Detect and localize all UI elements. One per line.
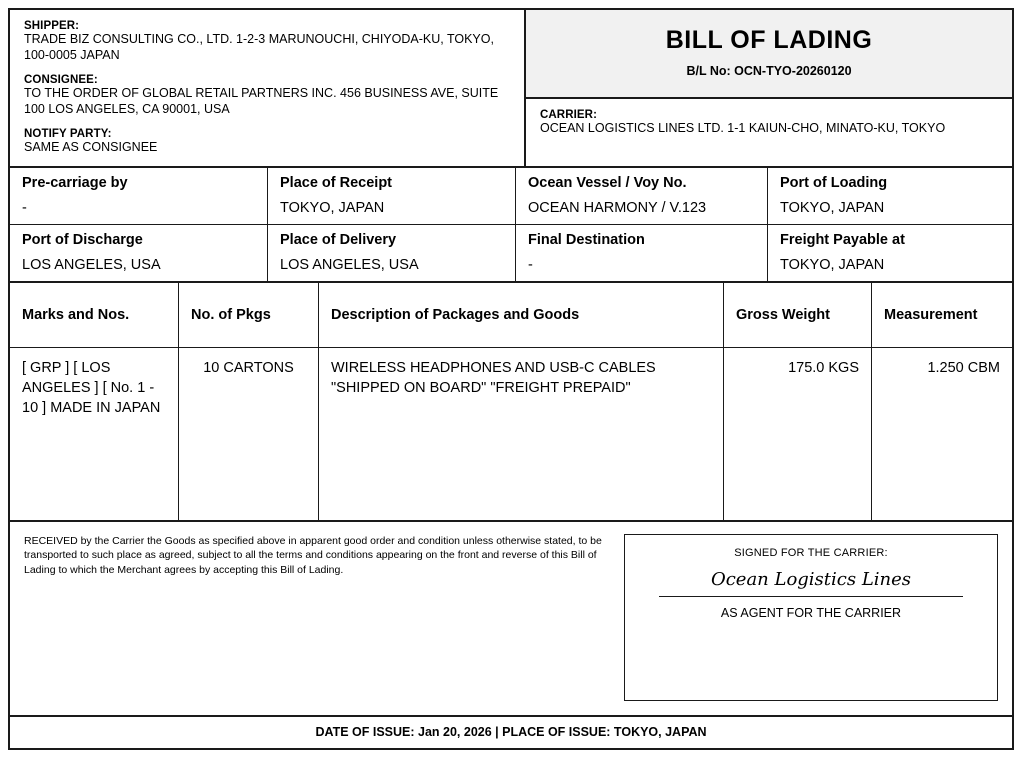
place-of-delivery-label: Place of Delivery bbox=[280, 231, 397, 248]
ocean-vessel-cell bbox=[516, 168, 768, 224]
header-section bbox=[10, 10, 1012, 168]
cell-gross-weight: 175.0 KGS bbox=[724, 348, 872, 520]
title-and-carrier-block bbox=[526, 10, 1012, 166]
notify-party-block bbox=[24, 128, 510, 156]
document-title: BILL OF LADING bbox=[665, 26, 873, 54]
routing-section bbox=[10, 168, 1012, 283]
port-of-loading-label: Port of Loading bbox=[780, 174, 888, 191]
signature-top-label: SIGNED FOR THE CARRIER: bbox=[734, 546, 888, 559]
cell-marks: [ GRP ] [ LOS ANGELES ] [ No. 1 - 10 ] MADE IN JAPAN bbox=[10, 348, 179, 520]
bl-number-value: OCN-TYO-20260120 bbox=[734, 64, 852, 78]
pre-carriage-label: Pre-carriage by bbox=[22, 174, 128, 191]
freight-payable-at-label: Freight Payable at bbox=[780, 231, 905, 248]
shipper-block bbox=[24, 20, 510, 63]
pre-carriage-cell bbox=[10, 168, 268, 224]
terms-and-signature-section bbox=[10, 522, 1012, 718]
port-of-discharge-label: Port of Discharge bbox=[22, 231, 143, 248]
final-destination-value: - bbox=[528, 256, 533, 273]
column-header-marks: Marks and Nos. bbox=[10, 283, 179, 347]
ocean-vessel-label: Ocean Vessel / Voy No. bbox=[528, 174, 687, 191]
final-destination-cell bbox=[516, 225, 768, 281]
signature-bottom-label: AS AGENT FOR THE CARRIER bbox=[720, 605, 902, 620]
issue-footer: DATE OF ISSUE: Jan 20, 2026 | PLACE OF ISSUE: TOKYO, JAPAN bbox=[315, 725, 707, 739]
bl-number-label: B/L No: bbox=[686, 64, 731, 78]
carrier-label: CARRIER: bbox=[540, 109, 598, 121]
notify-party-address: SAME AS CONSIGNEE bbox=[24, 140, 158, 154]
column-header-measurement: Measurement bbox=[884, 306, 978, 323]
port-of-discharge-value: LOS ANGELES, USA bbox=[22, 256, 161, 273]
cell-description: WIRELESS HEADPHONES AND USB-C CABLES "SHIPPED ON BOARD" "FREIGHT PREPAID" bbox=[319, 348, 724, 520]
signature-mark: Ocean Logistics Lines bbox=[659, 569, 963, 597]
final-destination-label: Final Destination bbox=[528, 231, 645, 248]
freight-payable-at-cell bbox=[768, 225, 1012, 281]
title-box bbox=[526, 10, 1012, 99]
carrier-address: OCEAN LOGISTICS LINES LTD. 1-1 KAIUN-CHO, MINATO-KU, TOKYO bbox=[540, 121, 946, 135]
routing-row-1 bbox=[10, 168, 1012, 224]
bill-of-lading-document bbox=[8, 8, 1014, 750]
port-of-discharge-cell bbox=[10, 225, 268, 281]
port-of-loading-cell bbox=[768, 168, 1012, 224]
notify-party-label: NOTIFY PARTY: bbox=[24, 128, 112, 140]
terms-text: RECEIVED by the Carrier the Goods as specified above in apparent good order and condition unless otherwise stated, to be transported to such place as agreed, subject to all the terms and conditions appearing on the front and reverse of this Bill of Lading to which the Merchant agrees by accepting this Bill of Lading. bbox=[24, 534, 602, 576]
pre-carriage-value: - bbox=[22, 199, 27, 216]
carrier-block bbox=[526, 99, 1012, 166]
consignee-label: CONSIGNEE: bbox=[24, 74, 98, 86]
column-header-description: Description of Packages and Goods bbox=[319, 283, 724, 347]
cargo-table-header bbox=[10, 283, 1012, 348]
place-of-receipt-label: Place of Receipt bbox=[280, 174, 393, 191]
bl-number bbox=[536, 64, 1002, 78]
place-of-delivery-cell bbox=[268, 225, 516, 281]
table-row bbox=[10, 348, 1012, 520]
parties-block bbox=[10, 10, 526, 166]
consignee-block bbox=[24, 74, 510, 117]
routing-row-2 bbox=[10, 224, 1012, 281]
ocean-vessel-value: OCEAN HARMONY / V.123 bbox=[528, 199, 707, 216]
column-header-gross-weight: Gross Weight bbox=[724, 283, 872, 347]
consignee-address: TO THE ORDER OF GLOBAL RETAIL PARTNERS INC. 456 BUSINESS AVE, SUITE 100 LOS ANGELES, CA 90001, USA bbox=[24, 86, 499, 116]
shipper-address: TRADE BIZ CONSULTING CO., LTD. 1-2-3 MARUNOUCHI, CHIYODA-KU, TOKYO, 100-0005 JAPAN bbox=[24, 32, 494, 62]
cargo-table bbox=[10, 283, 1012, 522]
port-of-loading-value: TOKYO, JAPAN bbox=[780, 199, 885, 216]
cell-measurement: 1.250 CBM bbox=[927, 359, 1000, 376]
column-header-packages: No. of Pkgs bbox=[179, 283, 319, 347]
signature-box bbox=[624, 534, 998, 702]
freight-payable-at-value: TOKYO, JAPAN bbox=[780, 256, 885, 273]
place-of-receipt-cell bbox=[268, 168, 516, 224]
place-of-delivery-value: LOS ANGELES, USA bbox=[280, 256, 419, 273]
shipper-label: SHIPPER: bbox=[24, 20, 80, 32]
cell-packages: 10 CARTONS bbox=[179, 348, 319, 520]
place-of-receipt-value: TOKYO, JAPAN bbox=[280, 199, 385, 216]
